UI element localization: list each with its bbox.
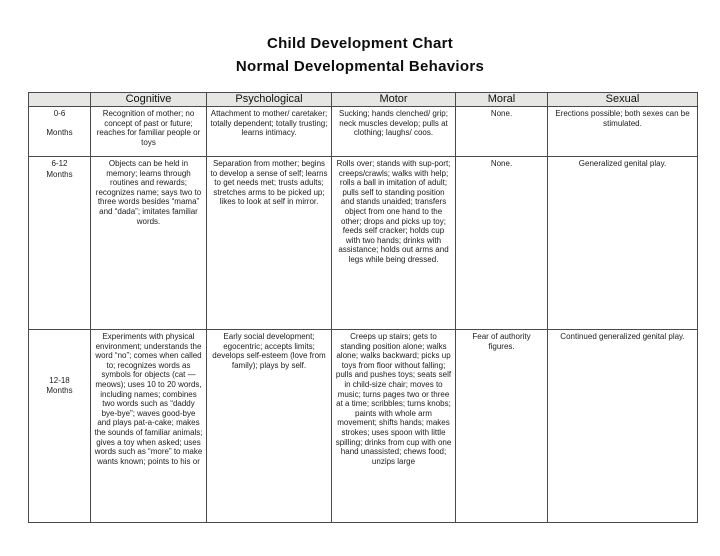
cell-sexual-12-18: Continued generalized genital play. xyxy=(548,330,698,524)
cell-cognitive-6-12: Objects can be held in memory; learns through routines and rewards; recognizes name; says two to three words besides “mama” and “dada”; imitates familiar words. xyxy=(91,157,207,330)
age-unit: Months xyxy=(46,169,73,179)
table-row xyxy=(29,107,698,157)
cell-cognitive-0-6: Recognition of mother; no concept of past or future; reaches for familiar people or toys xyxy=(91,107,207,157)
cell-cognitive-12-18: Experiments with physical environment; understands the word “no”; comes when called to; recognizes words as symbols for objects (cat —meows); uses 10 to 20 words, including names; combines two words such as “daddy bye-bye”; waves good-bye and plays pat-a-cake; makes the sounds of familiar animals; gives a toy when asked; uses words such as “more” to make wants known; points to his or xyxy=(91,330,207,524)
header-sexual: Sexual xyxy=(548,93,698,107)
development-table-container xyxy=(28,92,698,523)
header-row xyxy=(29,93,698,107)
cell-motor-6-12: Rolls over; stands with sup-port; creeps/crawls; walks with help; rolls a ball in imitation of adult; pulls self to standing position and stands unaided; transfers object from one hand to the other; drops and picks up toy; feeds self cracker; holds cup with two hands; drinks with assistance; holds out arms and legs while being dressed. xyxy=(332,157,456,330)
header-motor: Motor xyxy=(332,93,456,107)
cell-moral-12-18: Fear of authority figures. xyxy=(456,330,548,524)
age-label-6-12 xyxy=(29,157,91,330)
cell-moral-0-6: None. xyxy=(456,107,548,157)
table-row xyxy=(29,330,698,524)
cell-moral-6-12: None. xyxy=(456,157,548,330)
cell-sexual-0-6: Erections possible; both sexes can be stimulated. xyxy=(548,107,698,157)
page-title-line1: Child Development Chart xyxy=(266,35,454,52)
cell-motor-0-6: Sucking; hands clenched/ grip; neck muscles develop; pulls at clothing; laughs/ coos. xyxy=(332,107,456,157)
cell-psychological-0-6: Attachment to mother/ caretaker; totally dependent; totally trusting; learns intimacy. xyxy=(207,107,332,157)
header-age xyxy=(29,93,91,107)
age-label-12-18 xyxy=(29,330,91,524)
age-range: 0-6 xyxy=(53,109,66,118)
table-row xyxy=(29,157,698,330)
header-psychological: Psychological xyxy=(207,93,332,107)
cell-sexual-6-12: Generalized genital play. xyxy=(548,157,698,330)
header-cognitive: Cognitive xyxy=(91,93,207,107)
age-unit: Months xyxy=(46,385,73,395)
age-range: 12-18 xyxy=(49,376,70,385)
cell-psychological-6-12: Separation from mother; begins to develop a sense of self; learns to get needs met; trusts adults; stretches arms to be picked up; likes to look at self in mirror. xyxy=(207,157,332,330)
age-range: 6-12 xyxy=(51,159,68,168)
cell-motor-12-18: Creeps up stairs; gets to standing position alone; walks alone; walks backward; picks up toys from floor without falling; pulls and pushes toys; seats self in child-size chair; moves to music; turns pages two or three at a time; scribbles; turns knobs; paints with whole arm movement; shifts hands; makes strokes; uses spoon with little spilling; drinks from cup with one hand unassisted; chews food; unzips large xyxy=(332,330,456,524)
age-unit: Months xyxy=(46,127,73,137)
development-table xyxy=(28,92,698,523)
page-title-line2: Normal Developmental Behaviors xyxy=(235,58,485,75)
age-label-0-6 xyxy=(29,107,91,157)
cell-psychological-12-18: Early social development; egocentric; accepts limits; develops self-esteem (love from family); plays by self. xyxy=(207,330,332,524)
page-title xyxy=(0,32,720,78)
header-moral: Moral xyxy=(456,93,548,107)
